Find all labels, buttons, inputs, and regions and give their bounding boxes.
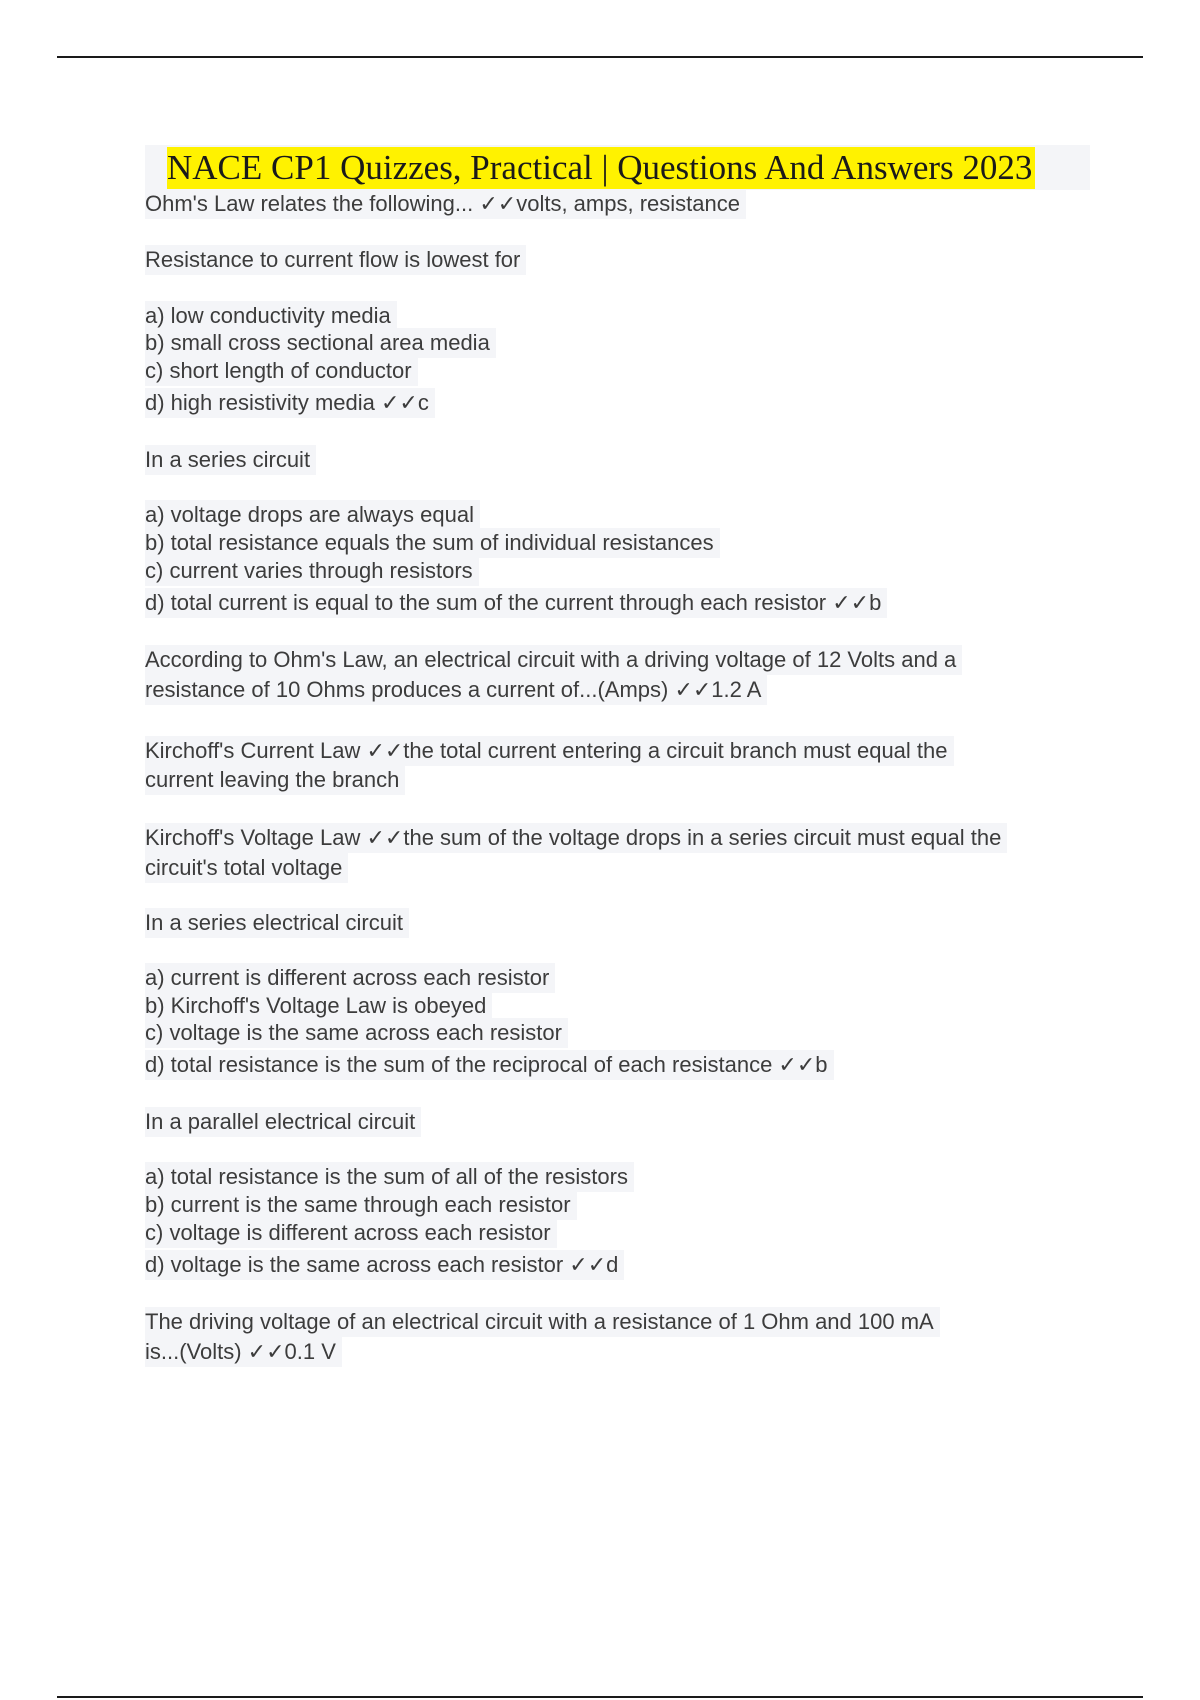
- question-driving-voltage: The driving voltage of an electrical circuit with a resistance of 1 Ohm and 100 mA: [145, 1307, 940, 1337]
- answer-ohms-law-relates: Ohm's Law relates the following... ✓✓volts, amps, resistance: [145, 189, 746, 219]
- document-title: NACE CP1 Quizzes, Practical | Questions And Answers 2023: [167, 147, 1035, 189]
- option-a: a) current is different across each resistor: [145, 963, 555, 993]
- kirchoff-voltage-law-cont: circuit's total voltage: [145, 853, 348, 883]
- question-resistance-lowest: Resistance to current flow is lowest for: [145, 245, 526, 275]
- option-d-answer: d) total current is equal to the sum of the current through each resistor ✓✓b: [145, 588, 887, 618]
- option-c: c) voltage is different across each resistor: [145, 1218, 557, 1248]
- bottom-rule: [57, 1696, 1143, 1698]
- option-d-answer: d) total resistance is the sum of the reciprocal of each resistance ✓✓b: [145, 1050, 834, 1080]
- kirchoff-current-law: Kirchoff's Current Law ✓✓the total current entering a circuit branch must equal the: [145, 736, 954, 766]
- question-ohms-law-current: According to Ohm's Law, an electrical circuit with a driving voltage of 12 Volts and a: [145, 645, 962, 675]
- option-d-answer: d) high resistivity media ✓✓c: [145, 388, 435, 418]
- option-b: b) total resistance equals the sum of individual resistances: [145, 528, 720, 558]
- option-a: a) voltage drops are always equal: [145, 500, 480, 530]
- question-parallel-circuit: In a parallel electrical circuit: [145, 1107, 421, 1137]
- top-rule: [57, 56, 1143, 58]
- option-a: a) total resistance is the sum of all of the resistors: [145, 1162, 634, 1192]
- option-b: b) Kirchoff's Voltage Law is obeyed: [145, 991, 492, 1021]
- option-c: c) voltage is the same across each resistor: [145, 1018, 568, 1048]
- kirchoff-voltage-law: Kirchoff's Voltage Law ✓✓the sum of the voltage drops in a series circuit must equal the: [145, 823, 1007, 853]
- option-d-answer: d) voltage is the same across each resistor ✓✓d: [145, 1250, 624, 1280]
- question-series-circuit: In a series circuit: [145, 445, 316, 475]
- question-series-electrical-circuit: In a series electrical circuit: [145, 908, 409, 938]
- option-a: a) low conductivity media: [145, 301, 397, 331]
- question-ohms-law-current-answer: resistance of 10 Ohms produces a current of...(Amps) ✓✓1.2 A: [145, 675, 767, 705]
- option-c: c) short length of conductor: [145, 356, 418, 386]
- question-driving-voltage-answer: is...(Volts) ✓✓0.1 V: [145, 1337, 342, 1367]
- option-b: b) small cross sectional area media: [145, 328, 496, 358]
- kirchoff-current-law-cont: current leaving the branch: [145, 765, 405, 795]
- option-c: c) current varies through resistors: [145, 556, 479, 586]
- option-b: b) current is the same through each resistor: [145, 1190, 577, 1220]
